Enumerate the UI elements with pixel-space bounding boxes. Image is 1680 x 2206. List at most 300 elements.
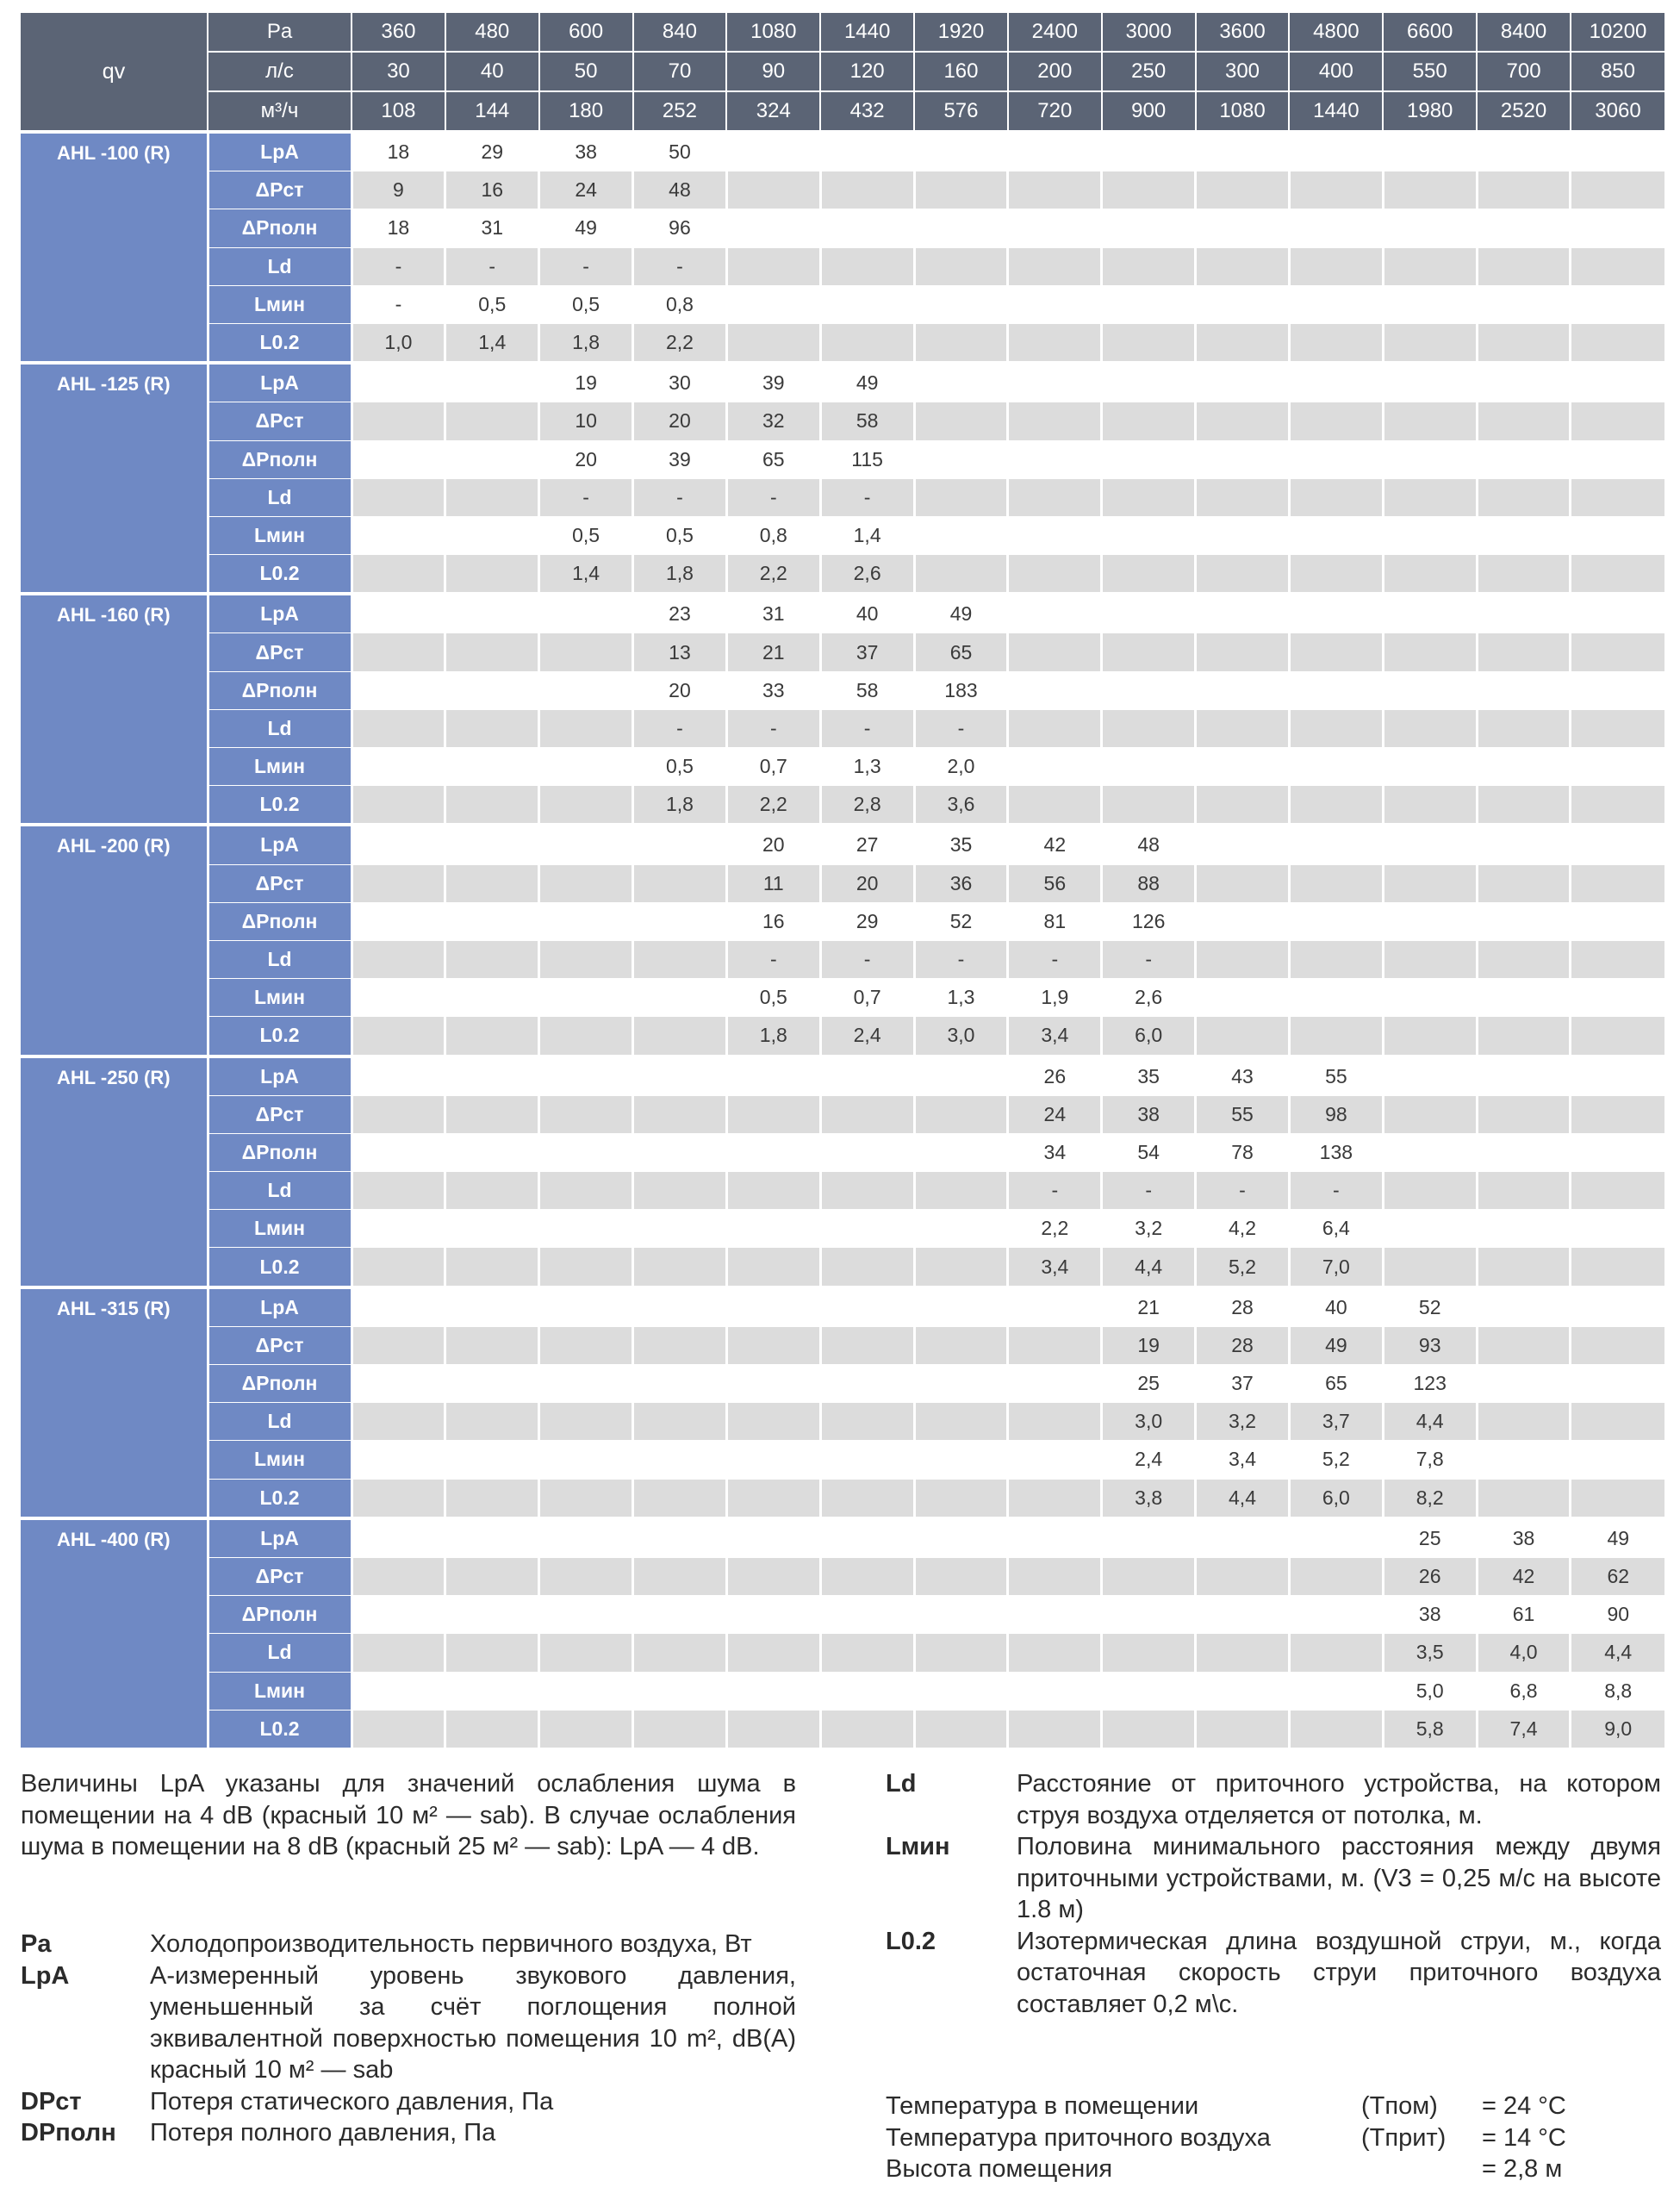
header-ls-cell: 30 bbox=[352, 52, 445, 91]
value-cell bbox=[1196, 555, 1290, 595]
value-cell bbox=[1289, 825, 1383, 864]
header-ls-cell: 90 bbox=[726, 52, 820, 91]
value-cell: 33 bbox=[726, 671, 820, 709]
table-row bbox=[21, 1365, 1664, 1403]
value-cell bbox=[539, 1596, 633, 1634]
model-name-cell: AHL -200 (R) bbox=[21, 825, 208, 1056]
value-cell bbox=[1102, 516, 1196, 554]
value-cell bbox=[1008, 1710, 1102, 1748]
param-label-cell: LpA bbox=[208, 825, 352, 864]
value-cell bbox=[1571, 555, 1664, 595]
value-cell bbox=[1477, 709, 1571, 747]
value-cell bbox=[1102, 402, 1196, 440]
value-cell: 0,8 bbox=[633, 285, 727, 323]
param-label-cell: ΔPст bbox=[208, 171, 352, 209]
value-cell bbox=[726, 1365, 820, 1403]
model-name-cell: AHL -160 (R) bbox=[21, 594, 208, 825]
value-cell bbox=[1383, 671, 1477, 709]
value-cell: 3,8 bbox=[1102, 1479, 1196, 1518]
value-cell bbox=[539, 1672, 633, 1710]
legend-item bbox=[21, 2086, 796, 2118]
header-m3h-cell: 252 bbox=[633, 91, 727, 132]
value-cell bbox=[1477, 1287, 1571, 1327]
value-cell: 20 bbox=[633, 671, 727, 709]
value-cell bbox=[1571, 979, 1664, 1017]
value-cell bbox=[726, 209, 820, 247]
value-cell bbox=[633, 1095, 727, 1133]
value-cell bbox=[633, 1172, 727, 1210]
qv-header-cell: qv bbox=[21, 13, 208, 132]
value-cell bbox=[726, 247, 820, 285]
value-cell bbox=[1383, 516, 1477, 554]
value-cell bbox=[1008, 1634, 1102, 1672]
value-cell: - bbox=[820, 709, 914, 747]
intro-note: Величины LpA указаны для значений ослабления шума в помещении на 4 dB (красный 10 м² — sab). В случае ослабления шума в помещении на 8 dB (красный 25 м² — sab): LpA — 4 dB. bbox=[21, 1770, 796, 1860]
unit-label-pa: Pa bbox=[208, 13, 352, 52]
legend-term: Lмин bbox=[886, 1833, 950, 1860]
value-cell bbox=[633, 1634, 727, 1672]
value-cell: - bbox=[633, 247, 727, 285]
header-m3h-cell: 1080 bbox=[1196, 91, 1290, 132]
value-cell bbox=[1289, 132, 1383, 171]
value-cell bbox=[1008, 478, 1102, 516]
value-cell bbox=[914, 323, 1008, 363]
room-conditions bbox=[886, 2091, 1661, 2185]
value-cell bbox=[352, 709, 445, 747]
header-m3h-cell: 1440 bbox=[1289, 91, 1383, 132]
value-cell bbox=[539, 864, 633, 902]
table-row bbox=[21, 478, 1664, 516]
value-cell bbox=[1477, 132, 1571, 171]
value-cell: - bbox=[539, 247, 633, 285]
header-pa-cell: 6600 bbox=[1383, 13, 1477, 52]
value-cell bbox=[1008, 247, 1102, 285]
value-cell bbox=[726, 1557, 820, 1595]
value-cell bbox=[539, 1095, 633, 1133]
value-cell: 5,0 bbox=[1383, 1672, 1477, 1710]
value-cell bbox=[820, 285, 914, 323]
value-cell bbox=[633, 1210, 727, 1248]
value-cell bbox=[539, 709, 633, 747]
param-label-cell: ΔPполн bbox=[208, 671, 352, 709]
value-cell bbox=[820, 1365, 914, 1403]
value-cell bbox=[633, 1710, 727, 1748]
value-cell bbox=[1289, 633, 1383, 671]
value-cell bbox=[914, 363, 1008, 402]
value-cell bbox=[1383, 247, 1477, 285]
value-cell: 19 bbox=[539, 363, 633, 402]
value-cell bbox=[352, 1248, 445, 1287]
value-cell bbox=[1477, 440, 1571, 478]
value-cell bbox=[1383, 1095, 1477, 1133]
legend-term: LpA bbox=[21, 1961, 70, 1990]
value-cell: 3,7 bbox=[1289, 1403, 1383, 1441]
value-cell: - bbox=[1008, 1172, 1102, 1210]
value-cell bbox=[1477, 748, 1571, 786]
value-cell: 52 bbox=[1383, 1287, 1477, 1327]
value-cell bbox=[1571, 864, 1664, 902]
condition-row bbox=[886, 2153, 1661, 2185]
value-cell bbox=[352, 786, 445, 826]
unit-label-ls: л/с bbox=[208, 52, 352, 91]
value-cell bbox=[539, 1557, 633, 1595]
value-cell bbox=[352, 516, 445, 554]
value-cell bbox=[1196, 902, 1290, 940]
value-cell: 0,5 bbox=[633, 516, 727, 554]
header-pa-cell: 840 bbox=[633, 13, 727, 52]
value-cell bbox=[1008, 786, 1102, 826]
value-cell bbox=[1571, 363, 1664, 402]
value-cell bbox=[914, 285, 1008, 323]
value-cell: 0,5 bbox=[539, 516, 633, 554]
value-cell bbox=[1383, 902, 1477, 940]
value-cell bbox=[726, 1634, 820, 1672]
condition-label: Температура в помещении bbox=[886, 2092, 1199, 2120]
value-cell: 61 bbox=[1477, 1596, 1571, 1634]
legend-definition: Половина минимального расстояния между двумя приточными устройствами, м. (V3 = 0,25 м/с на высоте 1.8 м) bbox=[1017, 1833, 1661, 1923]
value-cell bbox=[1102, 323, 1196, 363]
value-cell bbox=[1477, 1365, 1571, 1403]
value-cell bbox=[633, 864, 727, 902]
value-cell bbox=[820, 1672, 914, 1710]
value-cell bbox=[1196, 323, 1290, 363]
value-cell bbox=[1383, 132, 1477, 171]
value-cell: 0,7 bbox=[726, 748, 820, 786]
param-label-cell: L0.2 bbox=[208, 1710, 352, 1748]
value-cell: 0,5 bbox=[726, 979, 820, 1017]
value-cell: - bbox=[726, 709, 820, 747]
value-cell bbox=[352, 1133, 445, 1171]
value-cell bbox=[633, 902, 727, 940]
value-cell bbox=[1383, 979, 1477, 1017]
value-cell bbox=[1102, 132, 1196, 171]
value-cell bbox=[1571, 440, 1664, 478]
value-cell: 20 bbox=[726, 825, 820, 864]
value-cell bbox=[633, 1441, 727, 1479]
value-cell bbox=[1571, 323, 1664, 363]
value-cell bbox=[1477, 594, 1571, 633]
value-cell bbox=[820, 1287, 914, 1327]
value-cell bbox=[445, 940, 539, 978]
value-cell bbox=[914, 171, 1008, 209]
value-cell bbox=[1008, 1596, 1102, 1634]
value-cell bbox=[539, 1248, 633, 1287]
value-cell: 183 bbox=[914, 671, 1008, 709]
value-cell bbox=[445, 709, 539, 747]
value-cell bbox=[1571, 825, 1664, 864]
value-cell bbox=[445, 1672, 539, 1710]
value-cell bbox=[539, 1172, 633, 1210]
value-cell bbox=[445, 825, 539, 864]
value-cell: 39 bbox=[633, 440, 727, 478]
value-cell: 0,5 bbox=[539, 285, 633, 323]
value-cell bbox=[352, 940, 445, 978]
value-cell bbox=[1477, 633, 1571, 671]
value-cell bbox=[445, 633, 539, 671]
table-row bbox=[21, 323, 1664, 363]
header-pa-cell: 3000 bbox=[1102, 13, 1196, 52]
value-cell: - bbox=[820, 940, 914, 978]
value-cell bbox=[914, 1172, 1008, 1210]
value-cell bbox=[820, 1596, 914, 1634]
value-cell bbox=[1289, 748, 1383, 786]
value-cell: 4,2 bbox=[1196, 1210, 1290, 1248]
value-cell bbox=[445, 594, 539, 633]
value-cell bbox=[633, 940, 727, 978]
value-cell: 2,2 bbox=[726, 555, 820, 595]
value-cell bbox=[352, 864, 445, 902]
param-label-cell: Lмин bbox=[208, 1672, 352, 1710]
value-cell bbox=[539, 1403, 633, 1441]
value-cell bbox=[1196, 1634, 1290, 1672]
value-cell: - bbox=[914, 940, 1008, 978]
value-cell bbox=[1383, 825, 1477, 864]
condition-symbol: (Tпом) bbox=[1361, 2092, 1438, 2120]
value-cell bbox=[820, 1056, 914, 1096]
header-m3h-cell: 432 bbox=[820, 91, 914, 132]
unit-label-m3h: м³/ч bbox=[208, 91, 352, 132]
value-cell bbox=[820, 132, 914, 171]
value-cell: 5,8 bbox=[1383, 1710, 1477, 1748]
legend-item bbox=[21, 2117, 796, 2149]
param-label-cell: L0.2 bbox=[208, 1248, 352, 1287]
value-cell bbox=[1383, 864, 1477, 902]
table-row bbox=[21, 440, 1664, 478]
value-cell: - bbox=[633, 478, 727, 516]
value-cell: 38 bbox=[1477, 1518, 1571, 1558]
value-cell: 65 bbox=[914, 633, 1008, 671]
value-cell bbox=[1008, 1365, 1102, 1403]
value-cell: 1,4 bbox=[539, 555, 633, 595]
value-cell bbox=[820, 1095, 914, 1133]
value-cell bbox=[445, 1479, 539, 1518]
value-cell bbox=[914, 516, 1008, 554]
value-cell bbox=[539, 594, 633, 633]
param-label-cell: L0.2 bbox=[208, 1017, 352, 1056]
condition-row bbox=[886, 2122, 1661, 2154]
value-cell bbox=[1102, 633, 1196, 671]
value-cell: 55 bbox=[1289, 1056, 1383, 1096]
value-cell bbox=[1289, 979, 1383, 1017]
value-cell bbox=[914, 1672, 1008, 1710]
legend-right bbox=[886, 1768, 1661, 2020]
value-cell bbox=[1571, 516, 1664, 554]
value-cell bbox=[1008, 516, 1102, 554]
param-label-cell: L0.2 bbox=[208, 323, 352, 363]
value-cell: 49 bbox=[914, 594, 1008, 633]
value-cell bbox=[1008, 594, 1102, 633]
header-m3h-cell: 180 bbox=[539, 91, 633, 132]
value-cell: 28 bbox=[1196, 1287, 1290, 1327]
value-cell: 24 bbox=[539, 171, 633, 209]
value-cell bbox=[726, 323, 820, 363]
value-cell: 49 bbox=[1571, 1518, 1664, 1558]
value-cell bbox=[352, 1326, 445, 1364]
value-cell bbox=[352, 902, 445, 940]
table-row bbox=[21, 671, 1664, 709]
value-cell bbox=[1477, 402, 1571, 440]
value-cell: 1,4 bbox=[820, 516, 914, 554]
header-pa-cell: 480 bbox=[445, 13, 539, 52]
param-label-cell: Ld bbox=[208, 940, 352, 978]
table-row bbox=[21, 1095, 1664, 1133]
table-row bbox=[21, 402, 1664, 440]
value-cell bbox=[1571, 940, 1664, 978]
value-cell bbox=[352, 748, 445, 786]
legend-item bbox=[886, 1926, 1661, 2021]
value-cell bbox=[726, 1596, 820, 1634]
param-label-cell: LpA bbox=[208, 1518, 352, 1558]
value-cell bbox=[539, 1056, 633, 1096]
header-m3h-cell: 2520 bbox=[1477, 91, 1571, 132]
value-cell bbox=[539, 1017, 633, 1056]
model-name-cell: AHL -250 (R) bbox=[21, 1056, 208, 1287]
value-cell bbox=[352, 555, 445, 595]
value-cell: 13 bbox=[633, 633, 727, 671]
value-cell: 123 bbox=[1383, 1365, 1477, 1403]
value-cell bbox=[1289, 478, 1383, 516]
value-cell bbox=[820, 1326, 914, 1364]
value-cell bbox=[352, 1479, 445, 1518]
value-cell bbox=[445, 786, 539, 826]
value-cell: 0,7 bbox=[820, 979, 914, 1017]
value-cell bbox=[820, 1133, 914, 1171]
value-cell bbox=[352, 1557, 445, 1595]
table-row bbox=[21, 555, 1664, 595]
condition-value: = 24 °C bbox=[1482, 2092, 1566, 2120]
value-cell bbox=[1289, 323, 1383, 363]
value-cell bbox=[1008, 1518, 1102, 1558]
value-cell bbox=[1477, 323, 1571, 363]
value-cell bbox=[445, 555, 539, 595]
value-cell: 4,4 bbox=[1102, 1248, 1196, 1287]
value-cell bbox=[914, 1056, 1008, 1096]
param-label-cell: ΔPст bbox=[208, 402, 352, 440]
header-ls-cell: 70 bbox=[633, 52, 727, 91]
value-cell bbox=[1477, 555, 1571, 595]
header-m3h-cell: 108 bbox=[352, 91, 445, 132]
value-cell bbox=[1196, 825, 1290, 864]
value-cell: 138 bbox=[1289, 1133, 1383, 1171]
condition-value: = 2,8 м bbox=[1482, 2155, 1563, 2183]
table-row bbox=[21, 1017, 1664, 1056]
value-cell bbox=[445, 1365, 539, 1403]
value-cell: 31 bbox=[726, 594, 820, 633]
value-cell: 0,5 bbox=[633, 748, 727, 786]
value-cell bbox=[539, 1518, 633, 1558]
value-cell bbox=[445, 1210, 539, 1248]
value-cell bbox=[1196, 171, 1290, 209]
value-cell: 49 bbox=[1289, 1326, 1383, 1364]
value-cell bbox=[1477, 864, 1571, 902]
value-cell: 35 bbox=[1102, 1056, 1196, 1096]
table-row bbox=[21, 1248, 1664, 1287]
value-cell bbox=[445, 478, 539, 516]
param-label-cell: ΔPполн bbox=[208, 440, 352, 478]
value-cell bbox=[445, 1557, 539, 1595]
value-cell: - bbox=[726, 940, 820, 978]
param-label-cell: ΔPст bbox=[208, 864, 352, 902]
table-row bbox=[21, 709, 1664, 747]
value-cell bbox=[1289, 516, 1383, 554]
value-cell bbox=[1196, 940, 1290, 978]
value-cell bbox=[914, 1133, 1008, 1171]
value-cell bbox=[1196, 402, 1290, 440]
value-cell bbox=[352, 1210, 445, 1248]
value-cell bbox=[1477, 1017, 1571, 1056]
header-pa-cell: 1080 bbox=[726, 13, 820, 52]
param-label-cell: Lмин bbox=[208, 1441, 352, 1479]
value-cell: - bbox=[1289, 1172, 1383, 1210]
value-cell: 6,0 bbox=[1289, 1479, 1383, 1518]
value-cell: 49 bbox=[820, 363, 914, 402]
value-cell bbox=[1102, 594, 1196, 633]
value-cell: - bbox=[820, 478, 914, 516]
value-cell bbox=[1571, 1056, 1664, 1096]
legend-term: DPст bbox=[21, 2087, 82, 2116]
value-cell bbox=[633, 1479, 727, 1518]
value-cell bbox=[820, 1634, 914, 1672]
value-cell: 58 bbox=[820, 402, 914, 440]
value-cell bbox=[914, 132, 1008, 171]
param-label-cell: Ld bbox=[208, 478, 352, 516]
value-cell bbox=[633, 1365, 727, 1403]
value-cell: 48 bbox=[633, 171, 727, 209]
value-cell bbox=[914, 1365, 1008, 1403]
value-cell: 27 bbox=[820, 825, 914, 864]
header-m3h-cell: 1980 bbox=[1383, 91, 1477, 132]
value-cell bbox=[820, 209, 914, 247]
table-row bbox=[21, 1672, 1664, 1710]
value-cell: 5,2 bbox=[1289, 1441, 1383, 1479]
table-row bbox=[21, 979, 1664, 1017]
legend-left bbox=[21, 1929, 796, 2149]
value-cell: 52 bbox=[914, 902, 1008, 940]
value-cell bbox=[1571, 478, 1664, 516]
table-row bbox=[21, 633, 1664, 671]
value-cell bbox=[1102, 1518, 1196, 1558]
table-row bbox=[21, 940, 1664, 978]
value-cell: 2,2 bbox=[633, 323, 727, 363]
value-cell bbox=[1383, 633, 1477, 671]
legend-definition: Изотермическая длина воздушной струи, м., когда остаточная скорость струи приточного воздуха составляет 0,2 м\с. bbox=[1017, 1927, 1661, 2018]
table-row bbox=[21, 1479, 1664, 1518]
value-cell: 2,0 bbox=[914, 748, 1008, 786]
value-cell bbox=[539, 1479, 633, 1518]
value-cell: 40 bbox=[820, 594, 914, 633]
value-cell bbox=[1477, 1326, 1571, 1364]
value-cell: 0,8 bbox=[726, 516, 820, 554]
value-cell bbox=[914, 209, 1008, 247]
value-cell bbox=[1008, 1326, 1102, 1364]
value-cell bbox=[352, 671, 445, 709]
value-cell: 1,3 bbox=[914, 979, 1008, 1017]
value-cell bbox=[1571, 132, 1664, 171]
value-cell bbox=[352, 1095, 445, 1133]
value-cell bbox=[1289, 171, 1383, 209]
value-cell bbox=[352, 1172, 445, 1210]
value-cell bbox=[1571, 285, 1664, 323]
value-cell: 16 bbox=[726, 902, 820, 940]
value-cell bbox=[914, 555, 1008, 595]
header-ls-cell: 200 bbox=[1008, 52, 1102, 91]
value-cell bbox=[1383, 171, 1477, 209]
value-cell bbox=[1196, 478, 1290, 516]
table-row bbox=[21, 1326, 1664, 1364]
value-cell bbox=[1383, 440, 1477, 478]
value-cell bbox=[914, 1634, 1008, 1672]
value-cell: 3,4 bbox=[1008, 1017, 1102, 1056]
